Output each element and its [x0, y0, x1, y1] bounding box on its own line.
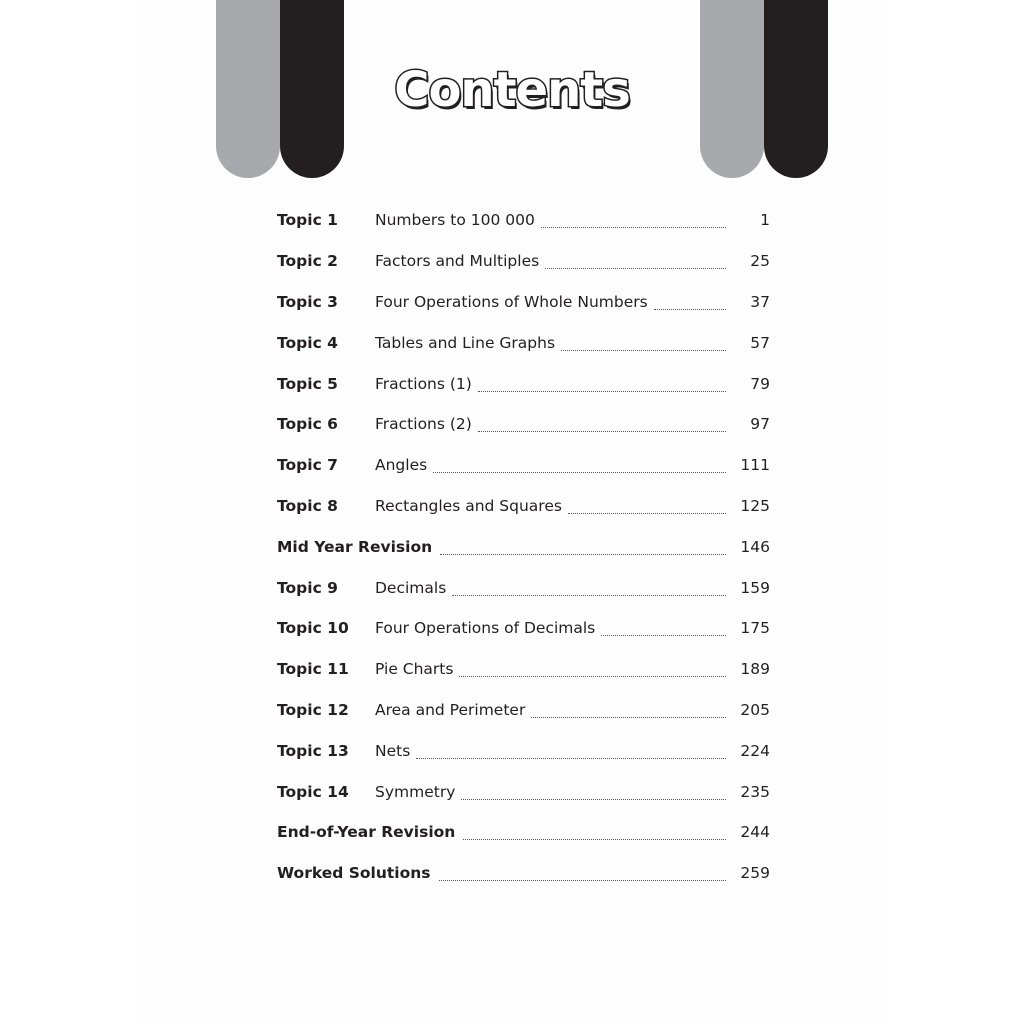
dot-leader: [452, 583, 726, 596]
toc-entry[interactable]: [277, 241, 770, 282]
toc-entry-label: End-of-Year Revision: [277, 823, 456, 842]
dot-leader: [478, 379, 726, 392]
toc-entry-title: Decimals: [375, 578, 447, 597]
toc-entry-title: Pie Charts: [375, 660, 454, 679]
toc-entry-label: Topic 6: [277, 415, 338, 434]
toc-entry-label: Topic 5: [277, 374, 338, 393]
toc-entry-page-number: 1: [760, 211, 770, 230]
toc-entry[interactable]: [277, 567, 770, 608]
toc-entry[interactable]: [277, 200, 770, 241]
toc-entry-page-number: 25: [750, 252, 770, 271]
dot-leader: [561, 338, 726, 351]
dot-leader: [531, 705, 726, 718]
toc-entry-page-number: 125: [740, 496, 770, 515]
dot-leader: [568, 501, 726, 514]
toc-entry[interactable]: [277, 322, 770, 363]
toc-entry-label: Worked Solutions: [277, 864, 431, 883]
toc-entry[interactable]: [277, 649, 770, 690]
toc-entry[interactable]: [277, 608, 770, 649]
dot-leader: [440, 542, 726, 555]
dot-leader: [654, 297, 726, 310]
dot-leader: [541, 215, 726, 228]
toc-entry-title: Four Operations of Decimals: [375, 619, 596, 638]
toc-entry-title: Numbers to 100 000: [375, 211, 535, 230]
dot-leader: [459, 664, 726, 677]
toc-entry-page-number: 97: [750, 415, 770, 434]
toc-entry-page-number: 79: [750, 374, 770, 393]
toc-entry-label: Topic 9: [277, 578, 338, 597]
dot-leader: [416, 746, 726, 759]
toc-entry-label: Topic 4: [277, 333, 338, 352]
toc-entry-label: Topic 1: [277, 211, 338, 230]
toc-entry-label: Topic 8: [277, 496, 338, 515]
toc-entry-page-number: 205: [740, 700, 770, 719]
toc-entry-label: Topic 14: [277, 782, 349, 801]
toc-entry-label: Topic 3: [277, 292, 338, 311]
page-title: Contents: [394, 62, 630, 118]
toc-entry-title: Fractions (1): [375, 374, 472, 393]
toc-entry-page-number: 111: [740, 456, 770, 475]
toc-entry-label: Topic 2: [277, 252, 338, 271]
toc-entry-title: Angles: [375, 456, 428, 475]
toc-entry-label: Topic 13: [277, 741, 349, 760]
toc-entry[interactable]: [277, 526, 770, 567]
toc-entry[interactable]: [277, 486, 770, 527]
toc-entry-title: Four Operations of Whole Numbers: [375, 292, 648, 311]
toc-entry-page-number: 189: [740, 660, 770, 679]
toc-entry[interactable]: [277, 404, 770, 445]
toc-entry[interactable]: [277, 853, 770, 894]
dot-leader: [601, 623, 726, 636]
toc-entry-label: Topic 7: [277, 456, 338, 475]
toc-entry-page-number: 57: [750, 333, 770, 352]
toc-entry-page-number: 224: [740, 741, 770, 760]
toc-entry-label: Mid Year Revision: [277, 537, 433, 556]
toc-entry[interactable]: [277, 363, 770, 404]
toc-entry-page-number: 175: [740, 619, 770, 638]
toc-entry-page-number: 259: [740, 864, 770, 883]
toc-entry-page-number: 146: [740, 537, 770, 556]
dot-leader: [478, 419, 726, 432]
toc-entry-label: Topic 10: [277, 619, 349, 638]
toc-entry[interactable]: [277, 445, 770, 486]
toc-entry[interactable]: [277, 812, 770, 853]
toc-entry-title: Fractions (2): [375, 415, 472, 434]
toc-entry-label: Topic 12: [277, 700, 349, 719]
dot-leader: [461, 787, 726, 800]
toc-entry[interactable]: [277, 690, 770, 731]
toc-entry[interactable]: [277, 730, 770, 771]
toc-entry-page-number: 37: [750, 292, 770, 311]
dot-leader: [545, 256, 726, 269]
dot-leader: [433, 460, 726, 473]
toc-entry-page-number: 159: [740, 578, 770, 597]
toc-entry-title: Area and Perimeter: [375, 700, 526, 719]
toc-entry-title: Nets: [375, 741, 411, 760]
toc-entry-title: Tables and Line Graphs: [375, 333, 556, 352]
toc-entry[interactable]: [277, 282, 770, 323]
table-of-contents: [277, 200, 770, 894]
dot-leader: [439, 868, 726, 881]
toc-entry[interactable]: [277, 771, 770, 812]
toc-entry-page-number: 244: [740, 823, 770, 842]
dot-leader: [463, 827, 726, 840]
toc-entry-title: Rectangles and Squares: [375, 496, 562, 515]
toc-entry-title: Factors and Multiples: [375, 252, 540, 271]
toc-entry-label: Topic 11: [277, 660, 349, 679]
toc-entry-title: Symmetry: [375, 782, 456, 801]
toc-entry-page-number: 235: [740, 782, 770, 801]
